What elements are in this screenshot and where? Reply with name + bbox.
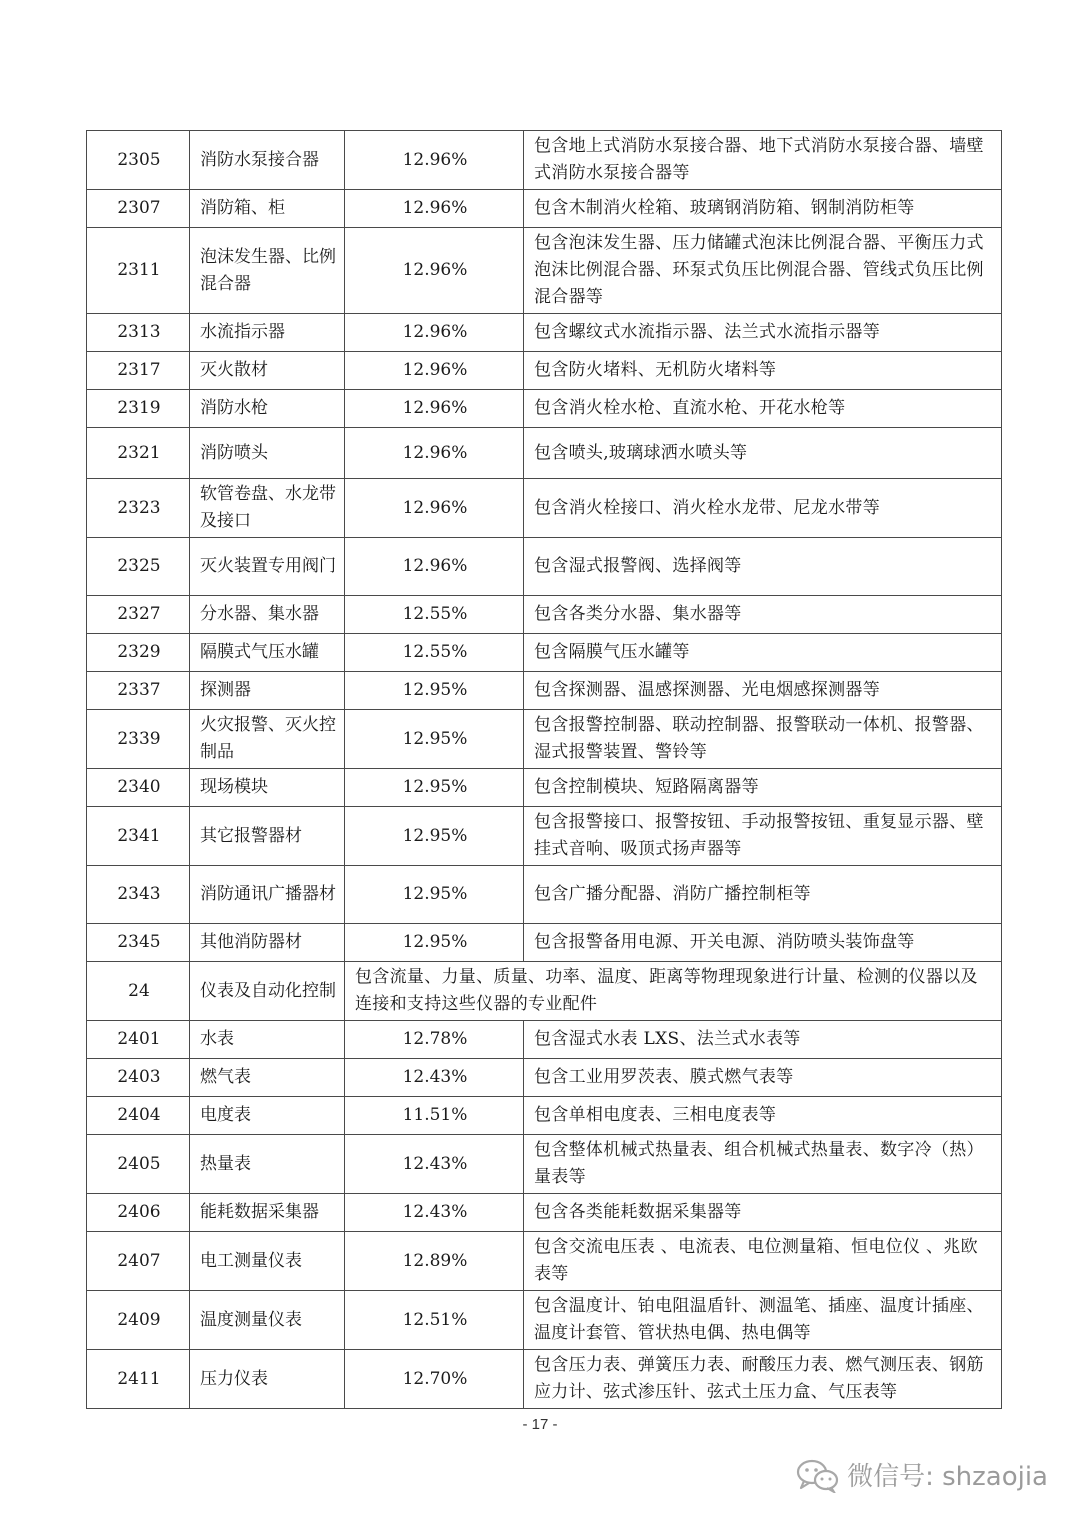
item-description: 包含各类分水器、集水器等 [524,596,1002,634]
item-rate: 12.96% [345,352,524,390]
item-code: 2341 [87,807,190,866]
item-description: 包含湿式报警阀、选择阀等 [524,538,1002,596]
item-rate: 12.55% [345,596,524,634]
item-code: 2406 [87,1194,190,1232]
item-code: 2317 [87,352,190,390]
table-row [87,538,1002,596]
item-code: 2401 [87,1021,190,1059]
item-description: 包含消火栓水枪、直流水枪、开花水枪等 [524,390,1002,428]
item-description: 包含广播分配器、消防广播控制柜等 [524,866,1002,924]
item-name: 水流指示器 [190,314,345,352]
item-code: 2409 [87,1291,190,1350]
table-row [87,769,1002,807]
item-description: 包含压力表、弹簧压力表、耐酸压力表、燃气测压表、钢筋应力计、弦式渗压针、弦式土压力盒、气压表等 [524,1350,1002,1409]
item-rate: 12.95% [345,807,524,866]
item-description: 包含螺纹式水流指示器、法兰式水流指示器等 [524,314,1002,352]
item-code: 2329 [87,634,190,672]
table-row [87,710,1002,769]
item-description: 包含工业用罗茨表、膜式燃气表等 [524,1059,1002,1097]
item-description: 包含湿式水表 LXS、法兰式水表等 [524,1021,1002,1059]
item-description: 包含木制消火栓箱、玻璃钢消防箱、钢制消防柜等 [524,190,1002,228]
item-description: 包含各类能耗数据采集器等 [524,1194,1002,1232]
table-row [87,428,1002,479]
item-name: 消防通讯广播器材 [190,866,345,924]
item-rate: 12.78% [345,1021,524,1059]
item-rate: 11.51% [345,1097,524,1135]
item-rate: 12.96% [345,428,524,479]
item-rate: 12.96% [345,479,524,538]
table-row [87,807,1002,866]
item-rate: 12.55% [345,634,524,672]
item-name: 电度表 [190,1097,345,1135]
item-code: 2345 [87,924,190,962]
item-name: 灭火装置专用阀门 [190,538,345,596]
item-rate: 12.96% [345,190,524,228]
table-row [87,1291,1002,1350]
item-description: 包含探测器、温感探测器、光电烟感探测器等 [524,672,1002,710]
item-name: 消防箱、柜 [190,190,345,228]
item-name: 其它报警器材 [190,807,345,866]
item-code: 2305 [87,131,190,190]
item-name: 灭火散材 [190,352,345,390]
table-row [87,634,1002,672]
item-code: 2407 [87,1232,190,1291]
item-name: 温度测量仪表 [190,1291,345,1350]
item-name: 探测器 [190,672,345,710]
table-row [87,390,1002,428]
item-name: 其他消防器材 [190,924,345,962]
item-description: 包含整体机械式热量表、组合机械式热量表、数字冷（热）量表等 [524,1135,1002,1194]
table-row [87,1021,1002,1059]
item-name: 现场模块 [190,769,345,807]
table-row [87,866,1002,924]
item-code: 2307 [87,190,190,228]
item-rate: 12.96% [345,228,524,314]
item-name: 隔膜式气压水罐 [190,634,345,672]
item-code: 2313 [87,314,190,352]
table-row [87,596,1002,634]
table-row [87,1097,1002,1135]
table-row [87,228,1002,314]
item-code: 2319 [87,390,190,428]
item-name: 仪表及自动化控制 [190,962,345,1021]
table-row [87,190,1002,228]
table-row [87,479,1002,538]
item-name: 压力仪表 [190,1350,345,1409]
table-row [87,131,1002,190]
item-name: 热量表 [190,1135,345,1194]
item-name: 消防喷头 [190,428,345,479]
table-row [87,1135,1002,1194]
table-row [87,352,1002,390]
watermark-text: 微信号: shzaojia [847,1462,1048,1492]
table-row [87,924,1002,962]
price-table [86,130,1002,1409]
wechat-icon [795,1457,839,1493]
table-row [87,1350,1002,1409]
item-description: 包含喷头,玻璃球洒水喷头等 [524,428,1002,479]
table-row [87,672,1002,710]
item-code: 2339 [87,710,190,769]
item-rate: 12.43% [345,1135,524,1194]
item-name: 能耗数据采集器 [190,1194,345,1232]
item-rate: 12.95% [345,924,524,962]
item-description: 包含单相电度表、三相电度表等 [524,1097,1002,1135]
category-row [87,962,1002,1021]
item-rate: 12.96% [345,538,524,596]
item-rate: 12.96% [345,390,524,428]
item-name: 燃气表 [190,1059,345,1097]
item-name: 水表 [190,1021,345,1059]
item-rate: 12.95% [345,769,524,807]
item-rate: 12.43% [345,1059,524,1097]
item-name: 软管卷盘、水龙带及接口 [190,479,345,538]
item-name: 消防水枪 [190,390,345,428]
item-name: 电工测量仪表 [190,1232,345,1291]
item-rate: 12.96% [345,131,524,190]
item-name: 消防水泵接合器 [190,131,345,190]
item-description: 包含泡沫发生器、压力储罐式泡沫比例混合器、平衡压力式泡沫比例混合器、环泵式负压比例混合器、管线式负压比例混合器等 [524,228,1002,314]
item-description: 包含隔膜气压水罐等 [524,634,1002,672]
item-code: 2340 [87,769,190,807]
item-code: 2325 [87,538,190,596]
item-description: 包含控制模块、短路隔离器等 [524,769,1002,807]
category-description: 包含流量、力量、质量、功率、温度、距离等物理现象进行计量、检测的仪器以及连接和支持这些仪器的专业配件 [345,962,1002,1021]
item-description: 包含温度计、铂电阻温盾针、测温笔、插座、温度计插座、温度计套管、管状热电偶、热电偶等 [524,1291,1002,1350]
watermark [795,1456,1048,1493]
item-code: 2311 [87,228,190,314]
item-rate: 12.95% [345,672,524,710]
table-row [87,1059,1002,1097]
item-description: 包含报警接口、报警按钮、手动报警按钮、重复显示器、壁挂式音响、吸顶式扬声器等 [524,807,1002,866]
item-code: 2403 [87,1059,190,1097]
item-rate: 12.43% [345,1194,524,1232]
page-number: - 17 - [522,1416,558,1433]
table-row [87,314,1002,352]
item-name: 火灾报警、灭火控制品 [190,710,345,769]
item-rate: 12.70% [345,1350,524,1409]
item-description: 包含报警控制器、联动控制器、报警联动一体机、报警器、湿式报警装置、警铃等 [524,710,1002,769]
item-name: 分水器、集水器 [190,596,345,634]
item-description: 包含地上式消防水泵接合器、地下式消防水泵接合器、墙壁式消防水泵接合器等 [524,131,1002,190]
table-row [87,1194,1002,1232]
item-name: 泡沫发生器、比例混合器 [190,228,345,314]
item-code: 2323 [87,479,190,538]
item-code: 2327 [87,596,190,634]
item-code: 24 [87,962,190,1021]
item-description: 包含交流电压表 、电流表、电位测量箱、恒电位仪 、兆欧表等 [524,1232,1002,1291]
item-code: 2405 [87,1135,190,1194]
item-rate: 12.51% [345,1291,524,1350]
item-rate: 12.89% [345,1232,524,1291]
item-description: 包含报警备用电源、开关电源、消防喷头装饰盘等 [524,924,1002,962]
item-rate: 12.95% [345,710,524,769]
item-code: 2343 [87,866,190,924]
table-row [87,1232,1002,1291]
item-description: 包含防火堵料、无机防火堵料等 [524,352,1002,390]
item-code: 2404 [87,1097,190,1135]
item-code: 2411 [87,1350,190,1409]
item-code: 2321 [87,428,190,479]
item-rate: 12.95% [345,866,524,924]
item-description: 包含消火栓接口、消火栓水龙带、尼龙水带等 [524,479,1002,538]
item-rate: 12.96% [345,314,524,352]
item-code: 2337 [87,672,190,710]
